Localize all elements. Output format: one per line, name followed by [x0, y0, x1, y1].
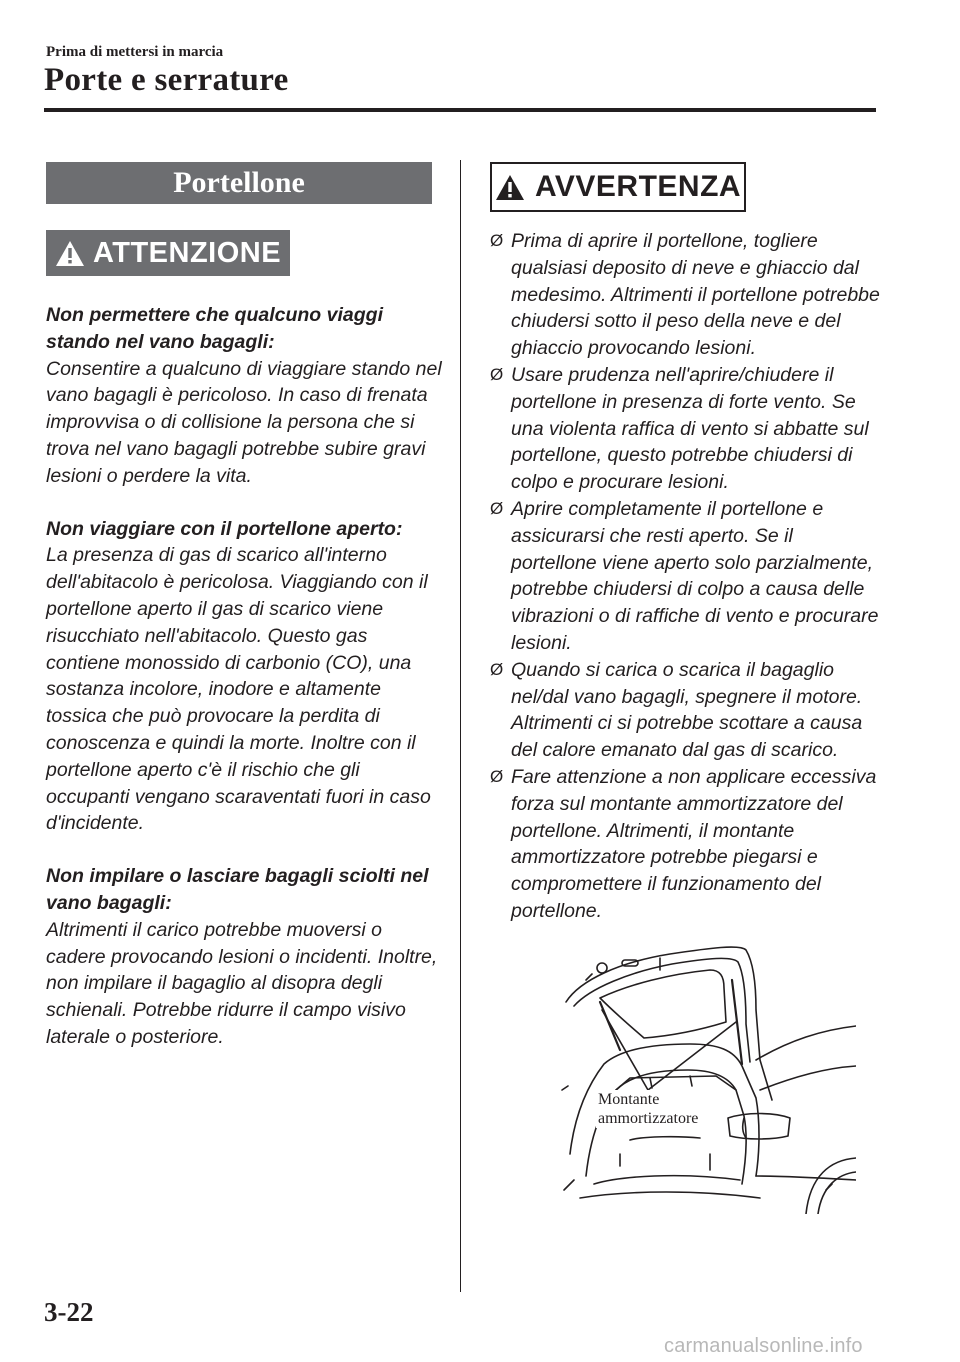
paragraph-heading: Non viaggiare con il portellone aperto: — [46, 517, 403, 540]
caution-badge — [46, 230, 290, 276]
figure-label-line: Montante — [598, 1091, 660, 1108]
watermark: carmanualsonline.info — [664, 1335, 863, 1357]
bullet-arrow-icon: Ø — [490, 766, 504, 786]
paragraph-heading: Non impilare o lasciare bagagli sciolti nel vano bagagli: — [46, 865, 429, 914]
header-rule — [44, 108, 876, 112]
bullet-arrow-icon: Ø — [490, 659, 504, 679]
car-liftgate-illustration — [560, 940, 856, 1214]
figure-label — [596, 1090, 700, 1128]
column-divider — [460, 160, 461, 1292]
warning-list — [490, 228, 882, 925]
section-heading: Prima di mettersi in marcia — [46, 44, 224, 60]
warning-triangle-icon — [55, 240, 85, 267]
list-item-text: Aprire completamente il portellone e assicurarsi che resti aperto. Se il portellone viene aperto solo parzialmente, potrebbe chiudersi di colpo a causa delle vibrazioni o di raffiche di vento e procurare lesioni. — [511, 497, 879, 654]
paragraph-heading: Non permettere che qualcuno viaggi stando nel vano bagagli: — [46, 304, 383, 353]
list-item-text: Fare attenzione a non applicare eccessiva forza sul montante ammortizzatore del portellone. Altrimenti, il montante ammortizzatore potrebbe piegarsi e compromettere il funzionamento del portellone. — [511, 765, 877, 922]
section-banner: Portellone — [46, 162, 432, 204]
caution-label: ATTENZIONE — [92, 236, 282, 269]
list-item — [490, 228, 882, 362]
warning-triangle-icon — [495, 174, 525, 201]
paragraph-body: Consentire a qualcuno di viaggiare stando nel vano bagagli è pericoloso. In caso di frenata improvvisa o di collisione la persona che si trova nel vano bagagli potrebbe subire gravi lesioni o perdere la vita. — [46, 357, 442, 487]
warning-label: AVVERTENZA — [534, 170, 742, 203]
caution-paragraph — [46, 516, 442, 838]
caution-paragraph — [46, 302, 442, 490]
bullet-arrow-icon: Ø — [490, 364, 504, 384]
figure-label-line: ammortizzatore — [598, 1110, 699, 1127]
list-item — [490, 764, 882, 925]
list-item — [490, 496, 882, 657]
list-item-text: Prima di aprire il portellone, togliere qualsiasi deposito di neve e ghiaccio dal medesimo. Altrimenti il portellone potrebbe chiudersi sotto il peso della neve e del ghiaccio provocando lesioni. — [511, 230, 880, 360]
chapter-title: Porte e serrature — [44, 62, 289, 98]
warning-badge — [490, 162, 746, 212]
list-item — [490, 657, 882, 764]
list-item-text: Quando si carica o scarica il bagaglio nel/dal vano bagagli, spegnere il motore. Altrimenti ci si potrebbe scottare a causa del calore emanato dal gas di scarico. — [511, 658, 863, 762]
caution-text — [46, 302, 442, 1077]
bullet-arrow-icon: Ø — [490, 498, 504, 518]
list-item — [490, 362, 882, 496]
paragraph-body: Altrimenti il carico potrebbe muoversi o cadere provocando lesioni o incidenti. Inoltre, non impilare il bagaglio al disopra degli schienali. Potrebbe ridurre il campo visivo laterale o posteriore. — [46, 918, 438, 1048]
paragraph-body: La presenza di gas di scarico all'interno dell'abitacolo è pericolosa. Viaggiando con il portellone aperto il gas di scarico viene risucchiato nell'abitacolo. Questo gas contiene monossido di carbonio (CO), una sostanza incolore, inodore e altamente tossica che può provocare la perdita di conoscenza e quindi la morte. Inoltre con il portellone aperto c'è il rischio che gli occupanti vengano scaraventati fuori in caso d'incidente. — [46, 544, 431, 835]
caution-paragraph — [46, 863, 442, 1051]
page-number: 3-22 — [44, 1297, 94, 1327]
bullet-arrow-icon: Ø — [490, 231, 504, 250]
list-item-text: Usare prudenza nell'aprire/chiudere il portellone in presenza di forte vento. Se una violenta raffica di vento si abbatte sul portellone, questo potrebbe chiudersi di colpo e procurare lesioni. — [511, 363, 869, 494]
